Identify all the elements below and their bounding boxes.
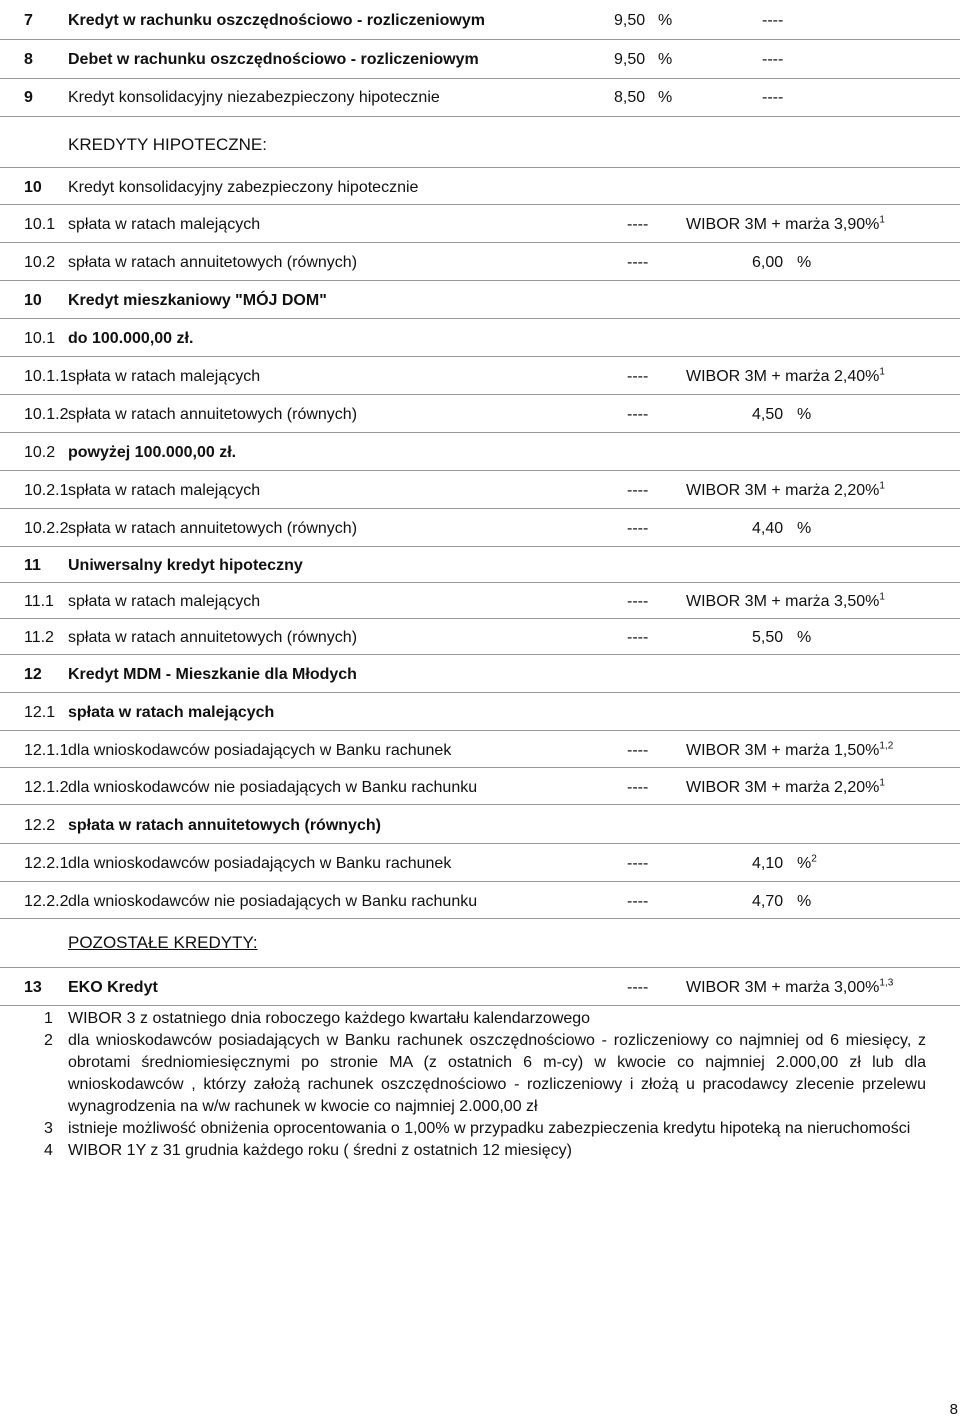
percent-sign: % [658,51,673,68]
rate-value: 4,70 [752,893,784,910]
percent-sign: % [797,406,812,423]
footnote-ref: 1,2 [879,740,894,752]
row-number: 10.1 [24,216,56,233]
row-description: Uniwersalny kredyt hipoteczny [68,557,303,574]
footnote-text: dla wnioskodawców posiadających w Banku rachunek oszczędnościowo - rozliczeniowy co najmniej od 6 miesięcy, z obrotami średniomiesięcznymi po stronie MA (z ostatnich 6 m-cy) w kwocie co najmniej 2.000,00 zł lub dla wnioskodawców , którzy założą rachunek oszczędnościowo - rozliczeniowy i złożą u pracodawcy zlecenie przelewu wynagrodzenia na w/w rachunek w kwocie co najmniej 2.000,00 zł [68,1032,926,1115]
row-number: 10.1.1 [24,368,69,385]
table-row [0,655,960,693]
footnote-ref: 1,3 [879,977,894,989]
table-row [0,805,960,844]
table-row [0,693,960,731]
footnote-ref: 1 [879,777,885,789]
row-description: spłata w ratach annuitetowych (równych) [68,817,381,834]
footnote-text: istnieje możliwość obniżenia oprocentowania o 1,00% w przypadku zabezpieczenia kredytu hipoteką na nieruchomości [68,1120,911,1137]
table-row [0,395,960,433]
rate-dash: ---- [627,742,649,759]
table-row [0,319,960,357]
rate-dash: ---- [762,89,784,106]
row-description: Kredyt MDM - Mieszkanie dla Młodych [68,666,357,683]
row-description: EKO Kredyt [68,979,158,996]
row-number: 12.1.2 [24,779,69,796]
rate-value: 9,50 [614,12,646,29]
rate-dash: ---- [627,593,649,610]
rate-dash: ---- [627,979,649,996]
row-number: 12.1 [24,704,56,721]
row-description: spłata w ratach annuitetowych (równych) [68,629,358,646]
row-number: 12.2.2 [24,893,69,910]
rate-dash: ---- [627,368,649,385]
rate-dash: ---- [762,51,784,68]
row-number: 10.1 [24,330,56,347]
rate-value: 8,50 [614,89,646,106]
rate-dash: ---- [627,893,649,910]
row-number: 10.2.1 [24,482,69,499]
row-number: 8 [24,51,33,68]
table-row [0,0,960,40]
table-row [0,882,960,919]
table-row [0,968,960,1006]
footnote-number: 3 [44,1120,53,1137]
table-row [0,243,960,281]
section-header [0,919,960,968]
row-number: 10.2.2 [24,520,69,537]
rate-dash: ---- [627,629,649,646]
percent-sign: %$^2$ [797,853,817,872]
row-description: Debet w rachunku oszczędnościowo - rozliczeniowym [68,51,479,68]
rate-dash: ---- [627,520,649,537]
table-row [0,583,960,619]
rate-dash: ---- [627,482,649,499]
row-description: dla wnioskodawców posiadających w Banku rachunek [68,855,452,872]
footnotes [0,1008,960,1162]
page-number: 8 [949,1401,958,1418]
footnote-text: WIBOR 1Y z 31 grudnia każdego roku ( średni z ostatnich 12 miesięcy) [68,1142,572,1159]
row-number: 11.1 [24,593,54,610]
row-description: dla wnioskodawców posiadających w Banku rachunek [68,742,452,759]
rate-formula: WIBOR 3M + marża 2,20%$^1$ [686,777,885,796]
rate-dash: ---- [627,254,649,271]
rate-formula: WIBOR 3M + marża 2,20%$^1$ [686,480,885,499]
row-number: 13 [24,979,42,996]
rate-formula: WIBOR 3M + marża 3,50%$^1$ [686,591,885,610]
row-number: 12.2 [24,817,56,834]
row-description: powyżej 100.000,00 zł. [68,444,237,461]
row-description: spłata w ratach malejących [68,368,261,385]
row-description: spłata w ratach annuitetowych (równych) [68,406,358,423]
rate-value: 4,40 [752,520,784,537]
row-description: dla wnioskodawców nie posiadających w Banku rachunku [68,779,478,796]
footnote-ref: 1 [879,591,885,603]
rate-value: 5,50 [752,629,784,646]
footnote [0,1140,960,1162]
row-number: 10.2 [24,254,56,271]
row-description: do 100.000,00 zł. [68,330,194,347]
percent-sign: % [658,12,673,29]
footnote-ref: 2 [811,853,817,865]
table-row [0,768,960,805]
rate-formula: WIBOR 3M + marża 3,90%$^1$ [686,214,885,233]
row-number: 7 [24,12,33,29]
row-description: spłata w ratach malejących [68,482,261,499]
footnote [0,1030,960,1118]
row-number: 12.2.1 [24,855,69,872]
section-title: KREDYTY HIPOTECZNE: [68,135,267,154]
row-description: spłata w ratach malejących [68,593,261,610]
row-description: spłata w ratach malejących [68,216,261,233]
footnote-number: 4 [44,1142,53,1159]
row-description: Kredyt mieszkaniowy "MÓJ DOM" [68,292,327,309]
footnote-ref: 1 [879,214,885,226]
row-number: 10 [24,179,42,196]
rate-dash: ---- [627,406,649,423]
table-row [0,167,960,205]
row-number: 11.2 [24,629,54,646]
section-title: POZOSTAŁE KREDYTY: [68,933,258,952]
row-number: 10.1.2 [24,406,69,423]
table-row [0,844,960,882]
row-number: 12.1.1 [24,742,69,759]
row-description: dla wnioskodawców nie posiadających w Banku rachunku [68,893,478,910]
footnote-ref: 1 [879,480,885,492]
rate-value: 9,50 [614,51,646,68]
row-number: 12 [24,666,42,683]
row-description: spłata w ratach annuitetowych (równych) [68,520,358,537]
row-number: 11 [24,557,41,574]
rate-formula: WIBOR 3M + marża 1,50%$^{1,2}$ [686,740,894,759]
percent-sign: % [797,893,812,910]
row-description: Kredyt w rachunku oszczędnościowo - rozliczeniowym [68,12,485,29]
table-row [0,547,960,583]
table-row [0,509,960,547]
table-row [0,619,960,655]
percent-sign: % [797,254,812,271]
table-row [0,79,960,117]
table-row [0,205,960,243]
footnote-ref: 1 [879,366,885,378]
percent-sign: % [797,520,812,537]
rate-dash: ---- [627,855,649,872]
rate-value: 4,50 [752,406,784,423]
table-row [0,281,960,319]
rate-dash: ---- [627,216,649,233]
table-row [0,433,960,471]
row-description: spłata w ratach malejących [68,704,275,721]
row-description: Kredyt konsolidacyjny zabezpieczony hipotecznie [68,179,419,196]
percent-sign: % [658,89,673,106]
rate-dash: ---- [627,779,649,796]
rate-value: 6,00 [752,254,784,271]
row-description: Kredyt konsolidacyjny niezabezpieczony hipotecznie [68,89,440,106]
table-row [0,731,960,768]
section-header [0,117,960,167]
rate-dash: ---- [762,12,784,29]
row-description: spłata w ratach annuitetowych (równych) [68,254,358,271]
rate-formula: WIBOR 3M + marża 3,00%$^{1,3}$ [686,977,894,996]
table-row [0,40,960,79]
footnote [0,1008,960,1030]
rate-value: 4,10 [752,855,784,872]
footnote-text: WIBOR 3 z ostatniego dnia roboczego każdego kwartału kalendarzowego [68,1010,591,1027]
row-number: 9 [24,89,33,106]
table-row [0,471,960,509]
footnote-number: 2 [44,1032,53,1049]
footnote-number: 1 [44,1010,53,1027]
percent-sign: % [797,629,812,646]
rate-formula: WIBOR 3M + marża 2,40%$^1$ [686,366,885,385]
row-number: 10 [24,292,42,309]
footnote [0,1118,960,1140]
table-row [0,357,960,395]
row-number: 10.2 [24,444,56,461]
